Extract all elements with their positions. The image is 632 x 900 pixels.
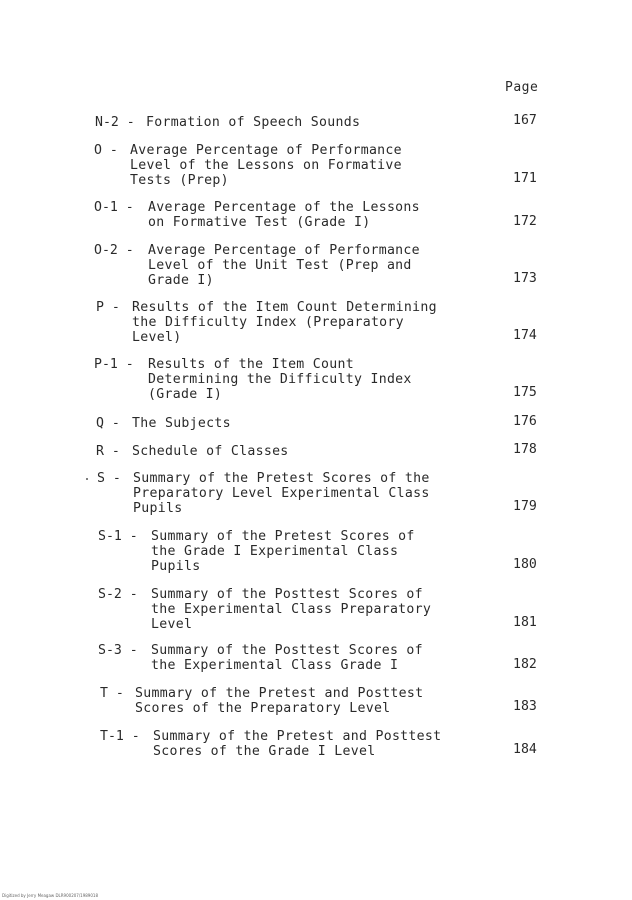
entry-title-line: the Experimental Class Preparatory	[151, 602, 432, 617]
entry-code: P-1 -	[94, 357, 142, 372]
entry-title-line: Summary of the Pretest and Posttest	[135, 686, 424, 701]
entry-page-number: 175	[513, 385, 537, 400]
entry-title-line: Level of the Lessons on Formative	[130, 158, 402, 173]
entry-title-line: Summary of the Pretest Scores of the	[133, 471, 430, 486]
entry-title-line: Summary of the Pretest and Posttest	[153, 729, 442, 744]
stray-mark	[86, 478, 88, 480]
entry-code: N-2 -	[95, 115, 143, 130]
entry-title-line: Average Percentage of Performance	[148, 243, 420, 258]
entry-title-line: Average Percentage of the Lessons	[148, 200, 420, 215]
entry-title-line: Summary of the Posttest Scores of	[151, 587, 423, 602]
entry-code: S-1 -	[98, 529, 146, 544]
footer-print-note: Digitized by Jerry Meagaw DLR900207/1989018	[2, 893, 98, 898]
entry-page-number: 171	[513, 171, 537, 186]
entry-title-line: Scores of the Preparatory Level	[135, 701, 391, 716]
entry-title-line: on Formative Test (Grade I)	[148, 215, 371, 230]
entry-title-line: the Experimental Class Grade I	[151, 658, 399, 673]
entry-page-number: 173	[513, 271, 537, 286]
entry-title-line: Preparatory Level Experimental Class	[133, 486, 430, 501]
entry-title-line: Pupils	[133, 501, 183, 516]
entry-page-number: 174	[513, 328, 537, 343]
entry-code: Q -	[96, 416, 128, 431]
entry-page-number: 179	[513, 499, 537, 514]
entry-code: T -	[100, 686, 132, 701]
entry-title-line: Determining the Difficulty Index	[148, 372, 412, 387]
entry-code: O-2 -	[94, 243, 142, 258]
entry-page-number: 182	[513, 657, 537, 672]
entry-title-line: the Grade I Experimental Class	[151, 544, 399, 559]
entry-title-line: Level of the Unit Test (Prep and	[148, 258, 412, 273]
entry-page-number: 184	[513, 742, 537, 757]
entry-code: O-1 -	[94, 200, 142, 215]
entry-page-number: 176	[513, 414, 537, 429]
entry-title-line: Level)	[132, 330, 182, 345]
entry-title-line: Grade I)	[148, 273, 214, 288]
entry-title-line: Results of the Item Count	[148, 357, 354, 372]
entry-page-number: 183	[513, 699, 537, 714]
entry-code: S -	[97, 471, 129, 486]
entry-code: P -	[96, 300, 128, 315]
entry-title-line: Summary of the Pretest Scores of	[151, 529, 415, 544]
entry-page-number: 181	[513, 615, 537, 630]
entry-code: O -	[94, 143, 126, 158]
entry-page-number: 172	[513, 214, 537, 229]
entry-title-line: Schedule of Classes	[132, 444, 289, 459]
entry-page-number: 178	[513, 442, 537, 457]
entry-code: S-3 -	[98, 643, 146, 658]
entry-title-line: Scores of the Grade I Level	[153, 744, 376, 759]
entry-title-line: Summary of the Posttest Scores of	[151, 643, 423, 658]
entry-code: S-2 -	[98, 587, 146, 602]
entry-title-line: The Subjects	[132, 416, 231, 431]
entry-title-line: Tests (Prep)	[130, 173, 229, 188]
entry-title-line: Pupils	[151, 559, 201, 574]
entry-title-line: Results of the Item Count Determining	[132, 300, 437, 315]
entry-title-line: Average Percentage of Performance	[130, 143, 402, 158]
entry-title-line: the Difficulty Index (Preparatory	[132, 315, 404, 330]
entry-page-number: 167	[513, 113, 537, 128]
page-column-header: Page	[505, 80, 539, 95]
entry-page-number: 180	[513, 557, 537, 572]
entry-code: R -	[96, 444, 128, 459]
entry-title-line: Level	[151, 617, 193, 632]
entry-title-line: (Grade I)	[148, 387, 223, 402]
entry-code: T-1 -	[100, 729, 148, 744]
entry-title-line: Formation of Speech Sounds	[146, 115, 361, 130]
